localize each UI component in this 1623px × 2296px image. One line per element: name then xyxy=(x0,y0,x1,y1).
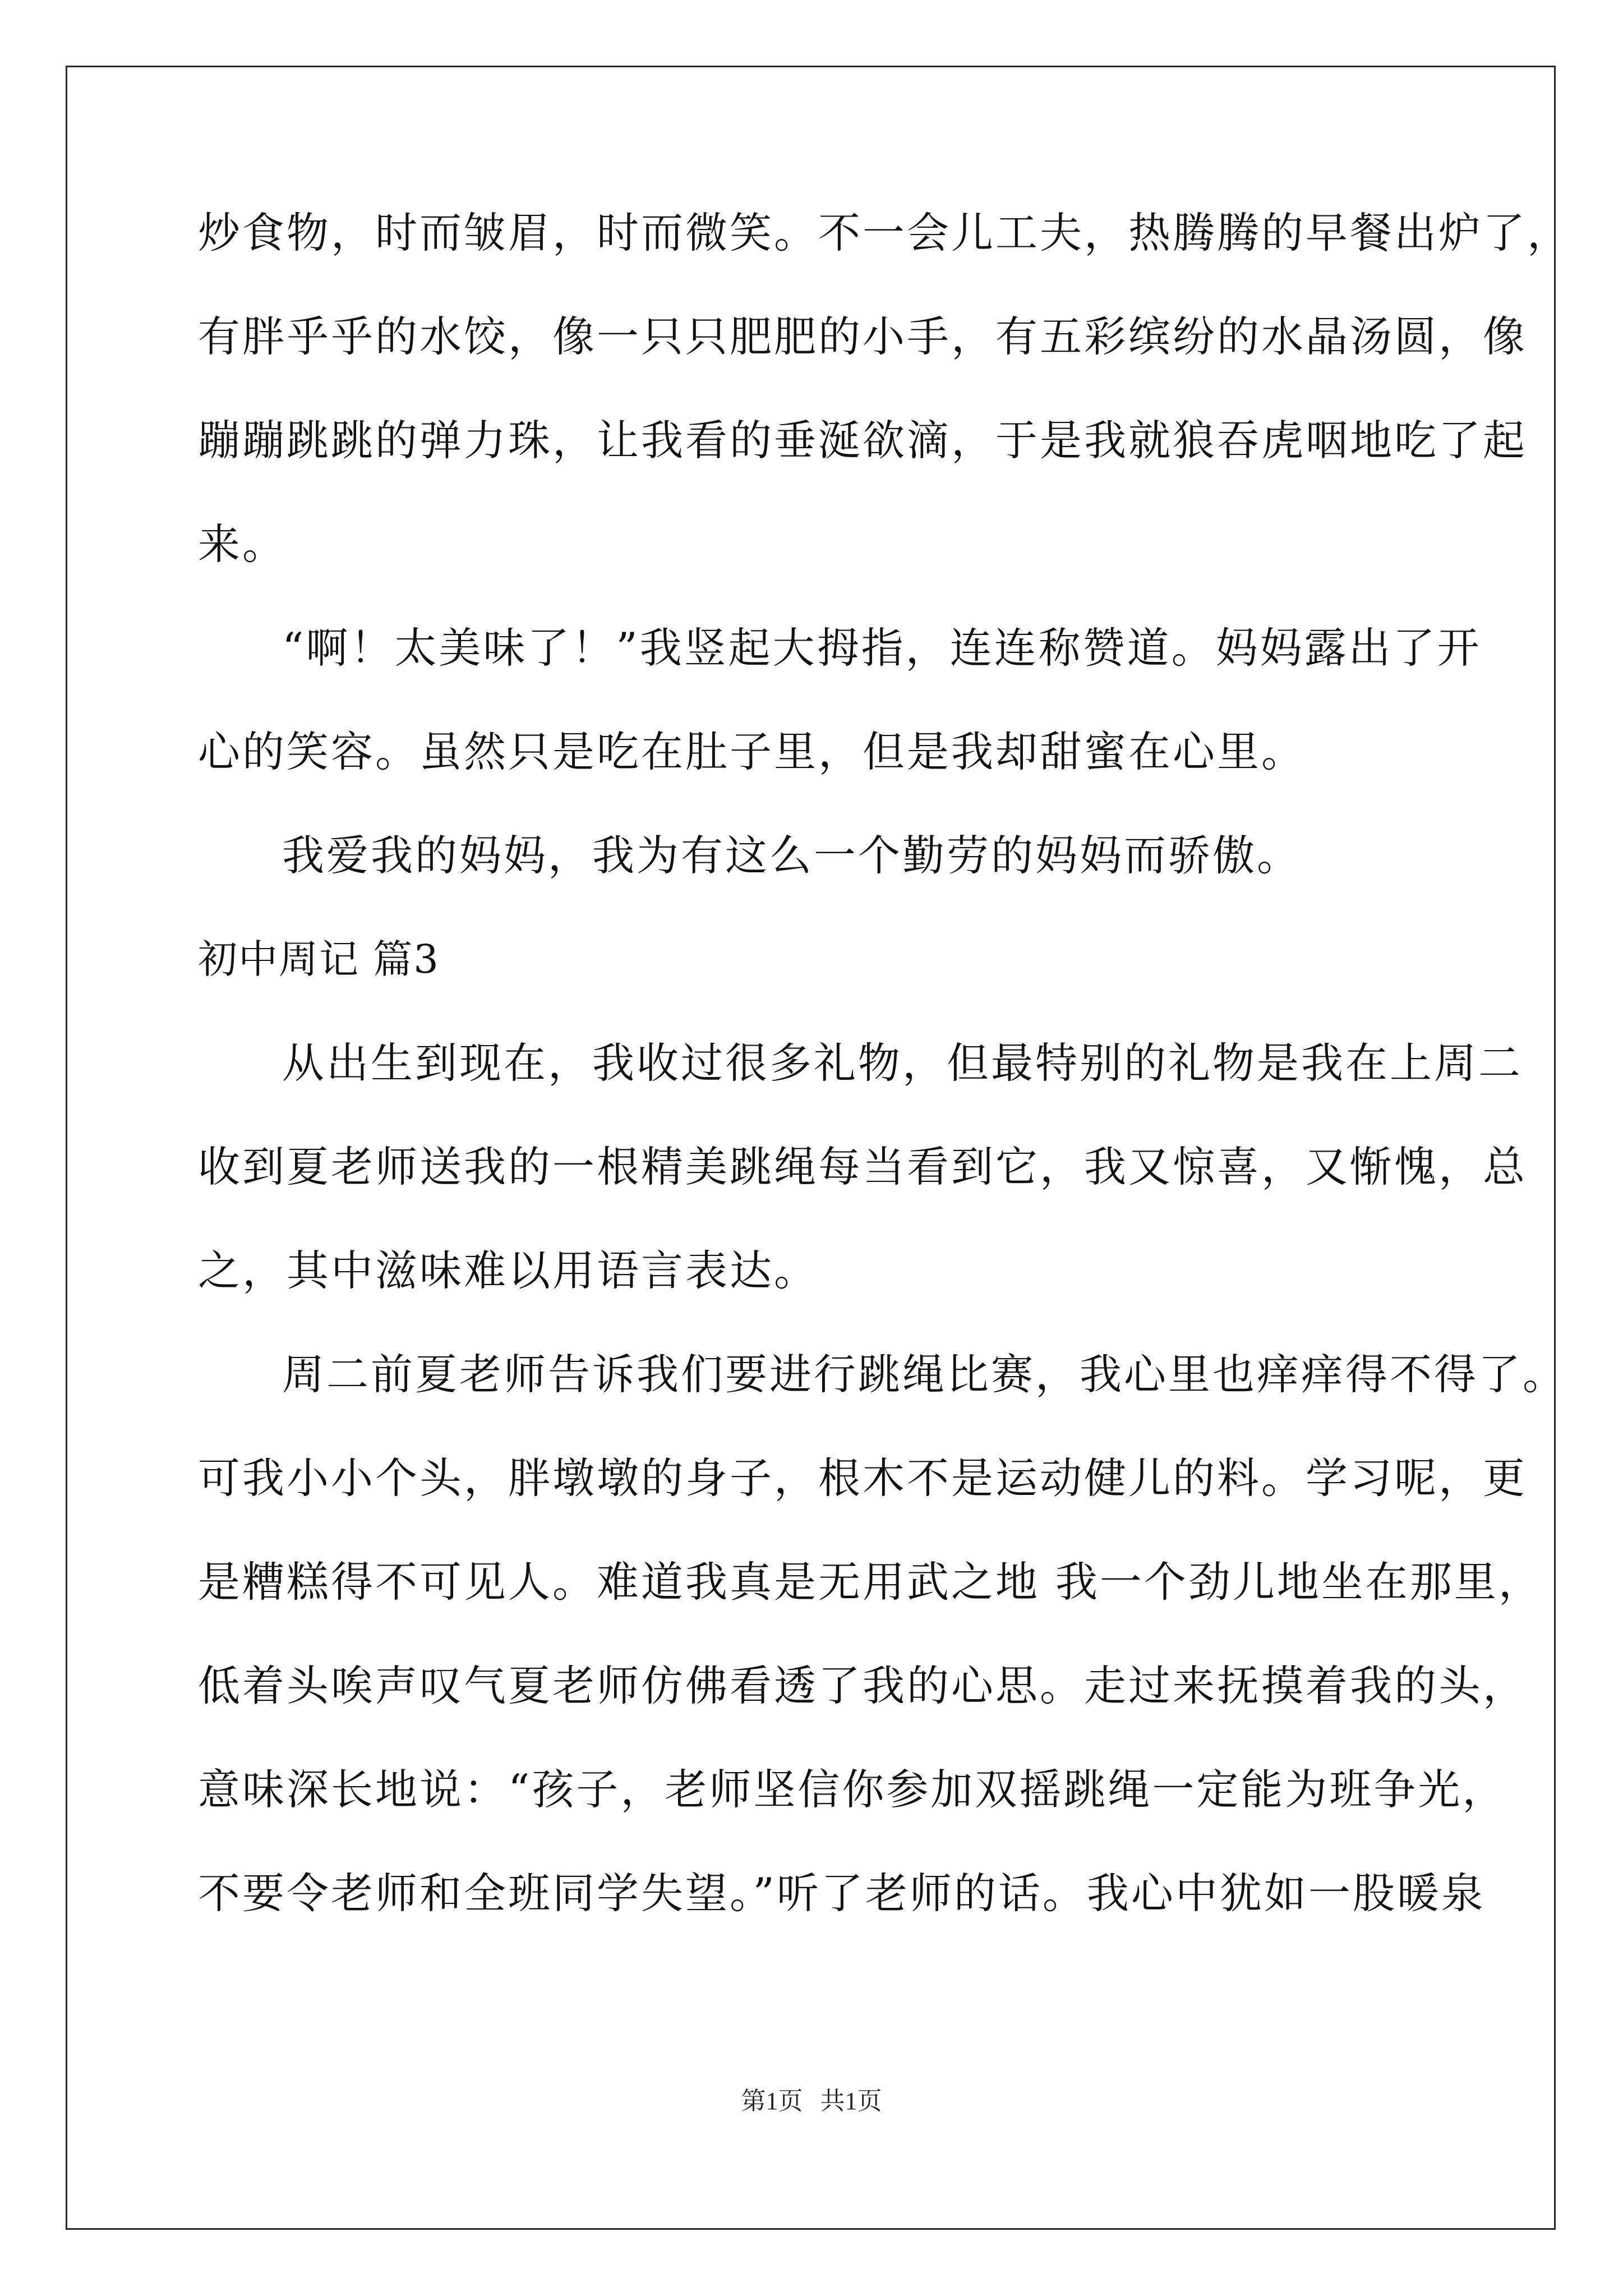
text-line: 之，其中滋味难以用语言表达。 xyxy=(198,1246,819,1295)
text-line: 来。 xyxy=(198,519,287,569)
text-line: 收到夏老师送我的一根精美跳绳每当看到它，我又惊喜，又惭愧，总 xyxy=(198,1142,1528,1191)
page-footer xyxy=(0,2085,1623,2118)
text-line: 从出生到现在，我收过很多礼物，但最特别的礼物是我在上周二 xyxy=(282,1038,1523,1088)
text-line: “啊！太美味了！”我竖起大拇指，连连称赞道。妈妈露出了开 xyxy=(282,623,1482,673)
text-line: 心的笑容。虽然只是吃在肚子里，但是我却甜蜜在心里。 xyxy=(198,727,1306,776)
text-line: 有胖乎乎的水饺，像一只只肥肥的小手，有五彩缤纷的水晶汤圆，像 xyxy=(198,312,1528,361)
text-line: 我爱我的妈妈，我为有这么一个勤劳的妈妈而骄傲。 xyxy=(282,831,1302,880)
page-number: 第1页 xyxy=(741,2087,803,2115)
text-line: 是糟糕得不可见人。难道我真是无用武之地 我一个劲儿地坐在那里， xyxy=(198,1557,1543,1607)
section-heading: 初中周记 篇3 xyxy=(198,936,440,982)
text-line: 低着头唉声叹气夏老师仿佛看透了我的心思。走过来抚摸着我的头， xyxy=(198,1661,1528,1710)
text-line: 意味深长地说：“孩子，老师坚信你参加双摇跳绳一定能为班争光， xyxy=(198,1765,1507,1814)
text-line: 周二前夏老师告诉我们要进行跳绳比赛，我心里也痒痒得不得了。 xyxy=(282,1350,1567,1399)
page-total: 共1页 xyxy=(820,2087,882,2115)
text-line: 不要令老师和全班同学失望。”听了老师的话。我心中犹如一股暖泉 xyxy=(198,1869,1486,1918)
text-line: 可我小小个头，胖墩墩的身子，根木不是运动健儿的料。学习呢，更 xyxy=(198,1453,1528,1503)
text-line: 炒食物，时而皱眉，时而微笑。不一会儿工夫，热腾腾的早餐出炉了， xyxy=(198,208,1572,257)
text-line: 蹦蹦跳跳的弹力珠，让我看的垂涎欲滴，于是我就狼吞虎咽地吃了起 xyxy=(198,416,1528,465)
